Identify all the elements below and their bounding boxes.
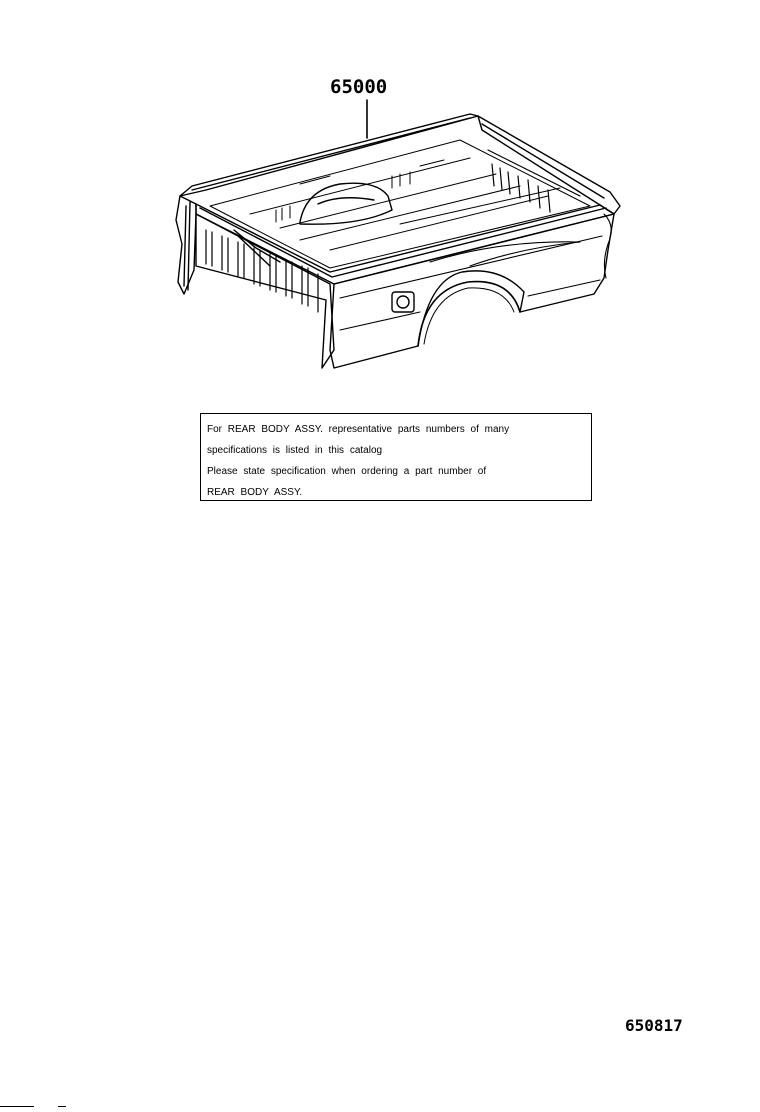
reference-code: 650817: [625, 1016, 683, 1035]
note-line: For REAR BODY ASSY. representative parts numbers of many: [207, 424, 510, 435]
tailgate-ribs: [206, 230, 318, 312]
bed-top-rim-near: [196, 204, 614, 284]
front-bulkhead-ribs: [488, 150, 580, 212]
scan-edge-mark: [58, 1106, 66, 1107]
specification-note-box: [200, 413, 592, 501]
note-line: REAR BODY ASSY.: [207, 487, 303, 498]
note-line: specifications is listed in this catalog: [207, 445, 383, 456]
fuel-filler-door: [392, 292, 414, 312]
scan-edge-mark: [0, 1106, 34, 1107]
note-line: Please state specification when ordering a part number of: [207, 466, 487, 477]
truck-bed-illustration: [0, 0, 760, 400]
part-number-label: 65000: [330, 76, 388, 98]
